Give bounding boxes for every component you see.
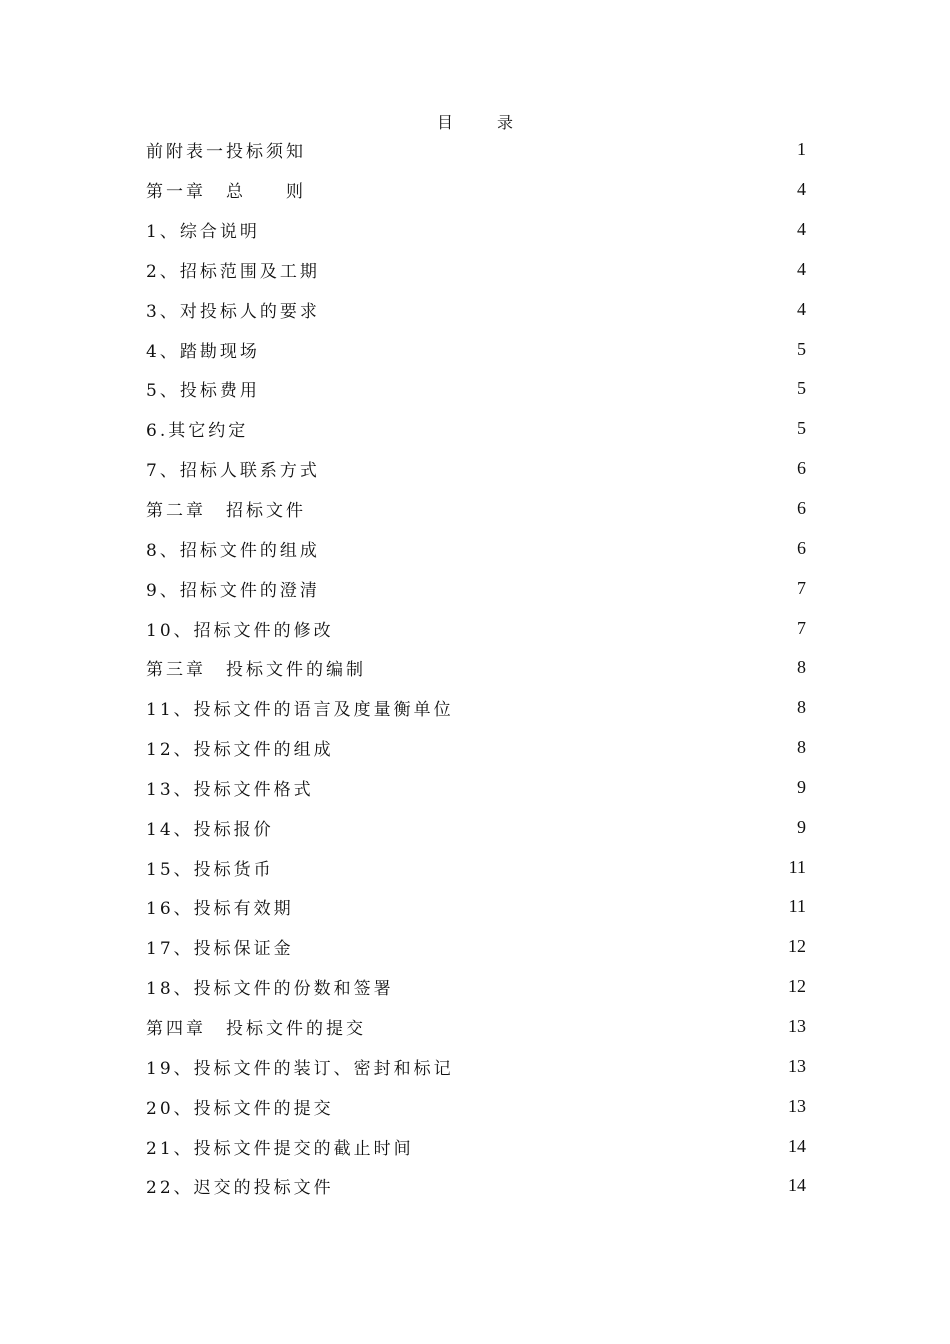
toc-entry[interactable] — [146, 608, 806, 648]
toc-entry[interactable] — [146, 568, 806, 608]
toc-entry-page-number: 4 — [797, 258, 806, 279]
toc-entry-page-number: 14 — [788, 1135, 806, 1156]
toc-entry[interactable] — [146, 1126, 806, 1166]
toc-entry-page-number: 9 — [797, 776, 806, 797]
toc-entry[interactable] — [146, 528, 806, 568]
toc-entry[interactable] — [146, 847, 806, 887]
toc-entry-page-number: 9 — [797, 816, 806, 837]
toc-entry-page-number: 12 — [788, 936, 806, 957]
toc-entry-page-number: 14 — [788, 1175, 806, 1196]
toc-entry-label: 4、踏勘现场 — [146, 341, 260, 362]
toc-entry-label: 6.其它约定 — [146, 421, 249, 442]
toc-entry-page-number: 5 — [797, 378, 806, 399]
toc-entry-label: 第四章 投标文件的提交 — [146, 1018, 366, 1039]
toc-entry[interactable] — [146, 289, 806, 329]
toc-entry-label: 第一章 总 则 — [146, 182, 306, 203]
toc-entry[interactable] — [146, 210, 806, 250]
toc-entry-label: 2、招标范围及工期 — [146, 261, 320, 282]
toc-entry-page-number: 7 — [797, 617, 806, 638]
toc-entry[interactable] — [146, 807, 806, 847]
toc-entry-label: 5、投标费用 — [146, 381, 260, 402]
toc-list — [146, 130, 806, 1206]
toc-entry[interactable] — [146, 170, 806, 210]
toc-entry-label: 3、对投标人的要求 — [146, 301, 320, 322]
toc-title: 目 录 — [436, 113, 527, 132]
toc-entry[interactable] — [146, 1166, 806, 1206]
toc-entry-page-number: 11 — [788, 896, 806, 917]
toc-entry-label: 16、投标有效期 — [146, 899, 294, 920]
toc-entry-label: 8、招标文件的组成 — [146, 540, 320, 561]
toc-entry[interactable] — [146, 130, 806, 170]
toc-entry[interactable] — [146, 768, 806, 808]
toc-entry[interactable] — [146, 250, 806, 290]
toc-entry-page-number: 4 — [797, 298, 806, 319]
toc-entry[interactable] — [146, 648, 806, 688]
toc-entry[interactable] — [146, 1086, 806, 1126]
toc-entry-page-number: 6 — [797, 537, 806, 558]
toc-entry-page-number: 8 — [797, 657, 806, 678]
toc-entry-label: 第二章 招标文件 — [146, 501, 306, 522]
toc-entry-page-number: 6 — [797, 458, 806, 479]
toc-entry-label: 1、综合说明 — [146, 222, 260, 243]
toc-entry-label: 10、招标文件的修改 — [146, 620, 334, 641]
toc-entry-page-number: 4 — [797, 219, 806, 240]
toc-entry-label: 14、投标报价 — [146, 819, 274, 840]
toc-entry-page-number: 4 — [797, 179, 806, 200]
toc-entry-page-number: 13 — [788, 1095, 806, 1116]
toc-entry-label: 前附表一投标须知 — [146, 142, 306, 163]
toc-entry-page-number: 13 — [788, 1015, 806, 1036]
toc-entry-label: 19、投标文件的装订、密封和标记 — [146, 1058, 454, 1079]
toc-entry[interactable] — [146, 489, 806, 529]
toc-entry-label: 13、投标文件格式 — [146, 779, 314, 800]
toc-entry[interactable] — [146, 927, 806, 967]
toc-entry[interactable] — [146, 688, 806, 728]
toc-entry-label: 18、投标文件的份数和签署 — [146, 979, 394, 1000]
toc-entry-page-number: 1 — [797, 139, 806, 160]
toc-entry-page-number: 12 — [788, 976, 806, 997]
toc-entry-page-number: 11 — [788, 856, 806, 877]
toc-entry[interactable] — [146, 449, 806, 489]
toc-entry-label: 第三章 投标文件的编制 — [146, 660, 366, 681]
toc-entry[interactable] — [146, 409, 806, 449]
toc-entry-label: 9、招标文件的澄清 — [146, 580, 320, 601]
toc-entry-page-number: 8 — [797, 697, 806, 718]
toc-entry[interactable] — [146, 1046, 806, 1086]
toc-entry[interactable] — [146, 369, 806, 409]
toc-entry-label: 7、招标人联系方式 — [146, 461, 320, 482]
toc-entry-page-number: 7 — [797, 577, 806, 598]
toc-entry[interactable] — [146, 728, 806, 768]
toc-entry-page-number: 6 — [797, 498, 806, 519]
toc-entry[interactable] — [146, 887, 806, 927]
toc-entry-page-number: 5 — [797, 418, 806, 439]
toc-entry-label: 21、投标文件提交的截止时间 — [146, 1138, 414, 1159]
toc-entry-label: 15、投标货币 — [146, 859, 274, 880]
toc-entry[interactable] — [146, 1007, 806, 1047]
toc-entry[interactable] — [146, 329, 806, 369]
toc-entry-page-number: 5 — [797, 338, 806, 359]
toc-entry-page-number: 8 — [797, 737, 806, 758]
toc-entry-label: 11、投标文件的语言及度量衡单位 — [146, 700, 454, 721]
toc-entry-label: 22、迟交的投标文件 — [146, 1178, 334, 1199]
toc-entry-label: 12、投标文件的组成 — [146, 740, 334, 761]
toc-entry[interactable] — [146, 967, 806, 1007]
toc-entry-page-number: 13 — [788, 1055, 806, 1076]
toc-entry-label: 17、投标保证金 — [146, 939, 294, 960]
toc-entry-label: 20、投标文件的提交 — [146, 1098, 334, 1119]
